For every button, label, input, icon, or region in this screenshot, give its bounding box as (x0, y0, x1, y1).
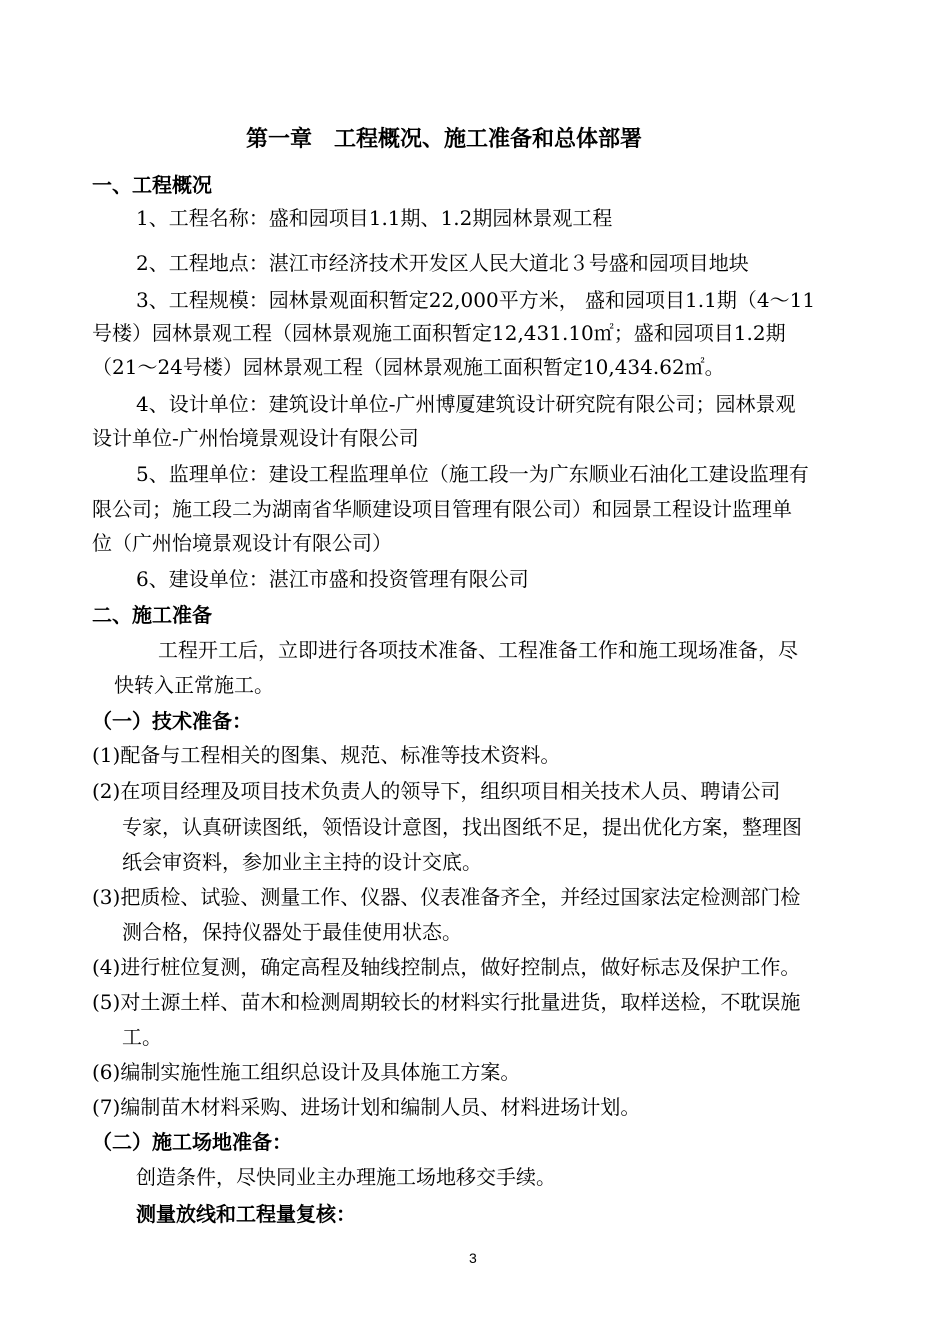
technical-item-5: (5)对土源土样、苗木和检测周期较长的材料实行批量进货，取样送检，不耽误施 (92, 990, 801, 1014)
technical-item-2: (2)在项目经理及项目技术负责人的领导下，组织项目相关技术人员、聘请公司 (92, 779, 781, 803)
overview-item-designer: 4、设计单位：建筑设计单位-广州博厦建筑设计研究院有限公司；园林景观 (136, 392, 796, 416)
overview-item-scale-cont2: （21～24号楼）园林景观工程（园林景观施工面积暂定10,434.62㎡。 (92, 355, 725, 379)
survey-subheading: 测量放线和工程量复核： (136, 1202, 356, 1226)
preparation-intro-line2: 快转入正常施工。 (114, 673, 274, 697)
section-heading-preparation: 二、施工准备 (92, 603, 212, 627)
chapter-title: 第一章 工程概况、施工准备和总体部署 (246, 127, 643, 152)
technical-item-2-cont1: 专家，认真研读图纸，领悟设计意图，找出图纸不足，提出优化方案，整理图 (122, 815, 802, 839)
preparation-intro-line1: 工程开工后，立即进行各项技术准备、工程准备工作和施工现场准备，尽 (158, 638, 798, 662)
technical-item-7: (7)编制苗木材料采购、进场计划和编制人员、材料进场计划。 (92, 1095, 641, 1119)
technical-item-3: (3)把质检、试验、测量工作、仪器、仪表准备齐全，并经过国家法定检测部门检 (92, 885, 801, 909)
subsection-heading-site: （二）施工场地准备： (92, 1130, 292, 1154)
technical-item-5-cont: 工。 (122, 1025, 162, 1049)
technical-item-2-cont2: 纸会审资料，参加业主主持的设计交底。 (122, 850, 482, 874)
overview-item-owner: 6、建设单位：湛江市盛和投资管理有限公司 (136, 567, 529, 591)
overview-item-supervisor: 5、监理单位：建设工程监理单位（施工段一为广东顺业石油化工建设监理有 (136, 462, 809, 486)
page-number: 3 (469, 1250, 477, 1266)
overview-item-scale-cont1: 号楼）园林景观工程（园林景观施工面积暂定12,431.10㎡；盛和园项目1.2期 (92, 321, 786, 345)
overview-item-location: 2、工程地点：湛江市经济技术开发区人民大道北３号盛和园项目地块 (136, 251, 749, 275)
section-heading-overview: 一、工程概况 (92, 173, 212, 197)
technical-item-4: (4)进行桩位复测，确定高程及轴线控制点，做好控制点，做好标志及保护工作。 (92, 955, 801, 979)
site-preparation-text: 创造条件，尽快同业主办理施工场地移交手续。 (136, 1165, 556, 1189)
overview-item-scale: 3、工程规模：园林景观面积暂定22,000平方米， 盛和园项目1.1期（4～11 (136, 288, 816, 312)
overview-item-supervisor-cont1: 限公司；施工段二为湖南省华顺建设项目管理有限公司）和园景工程设计监理单 (92, 497, 792, 521)
overview-item-designer-cont: 设计单位-广州怡境景观设计有限公司 (92, 426, 419, 450)
subsection-heading-technical: （一）技术准备： (92, 709, 252, 733)
overview-item-name: 1、工程名称：盛和园项目1.1期、1.2期园林景观工程 (136, 206, 613, 230)
technical-item-6: (6)编制实施性施工组织总设计及具体施工方案。 (92, 1060, 521, 1084)
technical-item-3-cont: 测合格，保持仪器处于最佳使用状态。 (122, 920, 462, 944)
overview-item-supervisor-cont2: 位（广州怡境景观设计有限公司） (92, 531, 392, 555)
technical-item-1: (1)配备与工程相关的图集、规范、标准等技术资料。 (92, 743, 561, 767)
